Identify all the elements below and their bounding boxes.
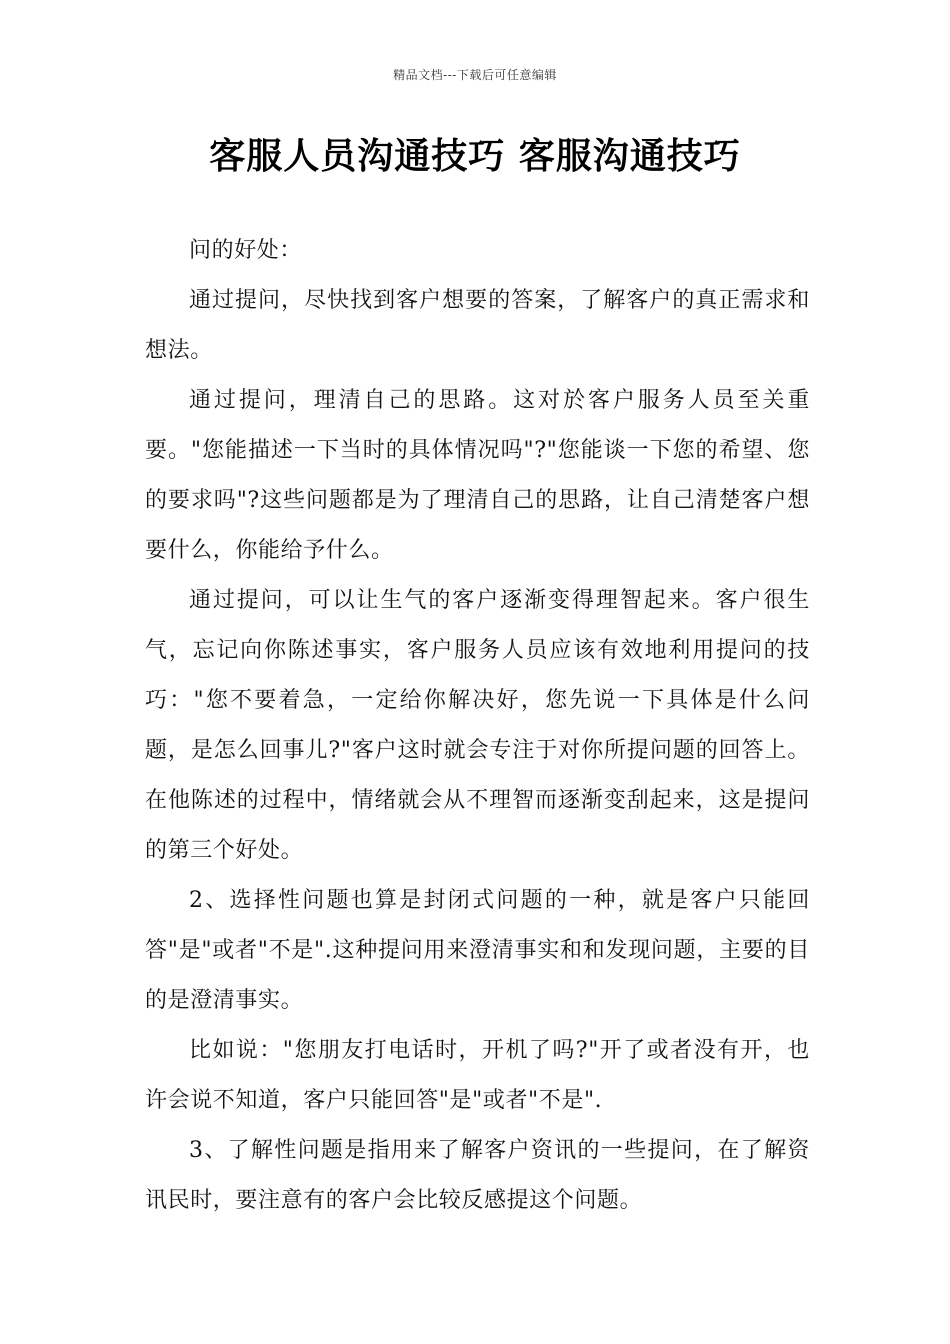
paragraph-choice-questions: 2、选择性问题也算是封闭式问题的一种，就是客户只能回答"是"或者"不是".这种提问用来澄清事实和和发现问题，主要的目的是澄清事实。 — [145, 888, 810, 1013]
paragraph-info-questions: 3、了解性问题是指用来了解客户资讯的一些提问，在了解资讯民时，要注意有的客户会比较反感提这个问题。 — [145, 1138, 810, 1213]
document-body — [145, 226, 810, 1226]
document-title: 客服人员沟通技巧 客服沟通技巧 — [209, 136, 741, 177]
paragraph-benefit-2: 通过提问，理清自己的思路。这对於客户服务人员至关重要。"您能描述一下当时的具体情况吗"?"您能谈一下您的希望、您的要求吗"?这些问题都是为了理清自己的思路，让自己清楚客户想要什么，你能给予什么。 — [145, 388, 810, 563]
header-note: 精品文档---下载后可任意编辑 — [393, 68, 557, 82]
paragraph-benefit-3: 通过提问，可以让生气的客户逐渐变得理智起来。客户很生气，忘记向你陈述事实，客户服务人员应该有效地利用提问的技巧："您不要着急，一定给你解决好，您先说一下具体是什么问题，是怎么回事儿?"客户这时就会专注于对你所提问题的回答上。在他陈述的过程中，情绪就会从不理智而逐渐变刮起来，这是提问的第三个好处。 — [145, 588, 810, 863]
paragraph-benefit-1: 通过提问，尽快找到客户想要的答案，了解客户的真正需求和想法。 — [145, 288, 810, 363]
paragraph-intro: 问的好处： — [189, 238, 303, 263]
paragraph-example: 比如说："您朋友打电话时，开机了吗?"开了或者没有开，也许会说不知道，客户只能回答"是"或者"不是". — [145, 1038, 810, 1113]
